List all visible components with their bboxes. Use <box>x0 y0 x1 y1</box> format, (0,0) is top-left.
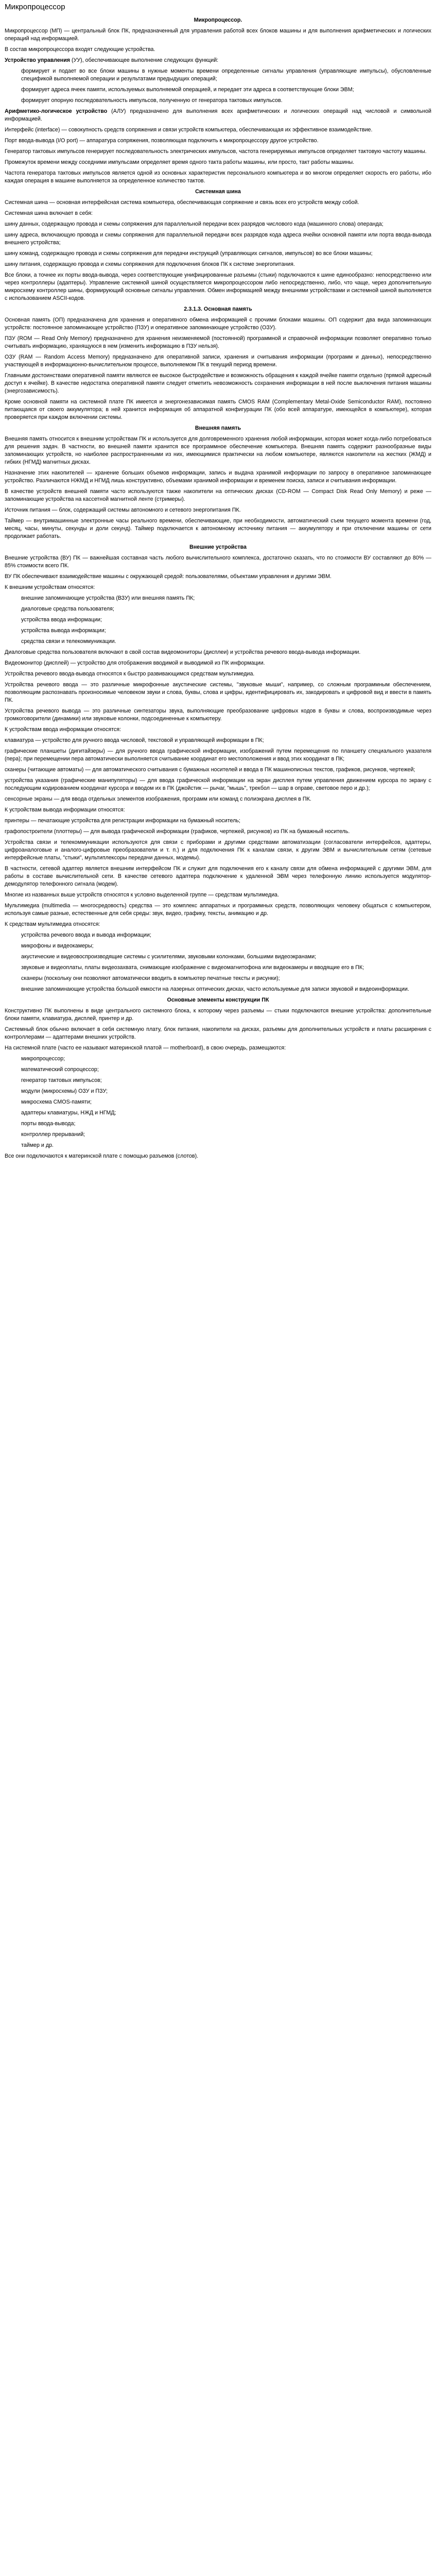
list-item: устройства вывода информации; <box>21 628 106 634</box>
paragraph: Промежуток времени между соседними импульсами определяет время одного такта работы машины, или просто, такт работы машины. <box>5 159 355 165</box>
page-title: Микропроцессор <box>5 3 65 11</box>
paragraph <box>5 57 431 64</box>
paragraph: В частности, сетевой адаптер является внешним интерфейсом ПК и служит для подключения его к каналу связи для обмена информацией с другими ЭВМ, для работы в составе вычислительной сети. В качестве сетевого адаптера подключение к удаленной ЭВМ через телефонную линию используется модулятор-демодулятор телефонного сигнала (модем). <box>5 866 431 887</box>
paragraph-text: (УУ), обеспечивающее выполнение следующих функций: <box>70 57 219 63</box>
paragraph: шину питания, содержащую провода и схемы сопряжения для подключения блоков ПК к системе энергопитания. <box>5 261 295 267</box>
paragraph: Устройства речевого вывода — это различные синтезаторы звука, выполняющие преобразование цифровых кодов в буквы и слова, воспроизводимые через громкоговорители (динамики) или звуковые колонки, подсоединенные к компьютеру. <box>5 708 431 722</box>
paragraph: Микропроцессор (МП) — центральный блок ПК, предназначенный для управления работой всех блоков машины и для выполнения арифметических и логических операций над информацией. <box>5 28 431 42</box>
paragraph: Устройства связи и телекоммуникации используются для связи с приборами и другими средствами автоматизации (согласователи интерфейсов, адаптеры, цифроаналоговые и аналого-цифровые преобразователи и т. п.) и для подключения ПК к каналам связи, к другим ЭВМ и вычислительным сетям (сетевые интерфейсные платы, "стыки", мультиплексоры передачи данных, модемы). <box>5 839 431 861</box>
paragraph: Внешние устройства (ВУ) ПК — важнейшая составная часть любого вычислительного комплекса, достаточно сказать, что по стоимости ВУ составляют до 80% — 85% стоимости всего ПК. <box>5 555 431 569</box>
list-item: диалоговые средства пользователя; <box>21 606 114 612</box>
paragraph: Видеомонитор (дисплей) — устройство для отображения вводимой и выводимой из ПК информации. <box>5 660 265 666</box>
list-item: средства связи и телекоммуникации. <box>21 638 116 645</box>
list-item: порты ввода-вывода; <box>21 1121 76 1127</box>
list-item: устройства ввода информации; <box>21 617 102 623</box>
paragraph: ВУ ПК обеспечивают взаимодействие машины с окружающей средой: пользователями, объектами управления и другими ЭВМ. <box>5 573 332 580</box>
paragraph: Устройства речевого ввода — это различные микрофонные акустические системы, "звуковые мыши", например, со сложным программным обеспечением, позволяющим распознавать произносимые человеком звуки и слова, буквы, слова и цифры, идентифицировать их, закодировать и цифровой вид и ввести в память ПК. <box>5 682 431 703</box>
list-item: сканеры (поскольку они позволяют автоматически вводить в компьютер печатные тексты и рисунки); <box>21 975 280 981</box>
list-item: формирует адреса ячеек памяти, используемых выполняемой операцией, и передает эти адреса в соответствующие блоки ЭВМ; <box>21 87 354 93</box>
paragraph: шину данных, содержащую провода и схемы сопряжения для параллельной передачи всех разрядов числового кода (машинного слова) операнда; <box>5 221 383 227</box>
paragraph: Системная шина — основная интерфейсная система компьютера, обеспечивающая сопряжение и связь всех его устройств между собой. <box>5 199 359 206</box>
paragraph: Интерфейс (interface) — совокупность средств сопряжения и связи устройств компьютера, обеспечивающая их эффективное взаимодействие. <box>5 127 373 133</box>
list-item: адаптеры клавиатуры, НЖД и НГМД; <box>21 1110 116 1116</box>
paragraph: графические планшеты (дигитайзеры) — для ручного ввода графической информации, изображений путем перемещения по планшету специального указателя (пера); при перемещении пера автоматически выполняется считывание координат его местоположения и ввод этих координат в ПК; <box>5 748 431 762</box>
section-heading: Основные элементы конструкции ПК <box>167 997 269 1003</box>
paragraph: Основная память (ОП) предназначена для хранения и оперативного обмена информацией с прочими блоками машины. ОП содержит два вида запоминающих устройств: постоянное запоминающее устройство (ПЗУ) и оперативное запоминающее устройство (ОЗУ). <box>5 317 431 331</box>
list-item: модули (микросхемы) ОЗУ и ПЗУ; <box>21 1088 108 1094</box>
paragraph: графопостроители (плоттеры) — для вывода графической информации (графиков, чертежей, рисунков) из ПК на бумажный носитель. <box>5 828 350 835</box>
paragraph: сенсорные экраны — для ввода отдельных элементов изображения, программ или команд с полиэкрана дисплея в ПК. <box>5 796 311 802</box>
term: Арифметико-логическое устройство <box>5 108 108 114</box>
list-item: контроллер прерываний; <box>21 1131 85 1138</box>
paragraph: шину адреса, включающую провода и схемы сопряжения для параллельной передачи всех разрядов кода адреса ячейки основной памяти или порта ввода-вывода внешнего устройства; <box>5 232 431 246</box>
list-item: генератор тактовых импульсов; <box>21 1077 102 1083</box>
paragraph: Все блоки, а точнее их порты ввода-вывода, через соответствующие унифицированные разъемы (стыки) подключаются к шине единообразно: непосредственно или через контроллеры (адаптеры). Управление системной шиной осуществляется микропроцессором либо непосредственно, либо, что чаще, через дополнительную микросхему контроллер шины, формирующий основные сигналы управления. Обмен информацией между внешними устройствами и системной шиной выполняется с использованием ASCII-кодов. <box>5 272 431 301</box>
document-body <box>5 16 431 1160</box>
paragraph: ПЗУ (ROM — Read Only Memory) предназначено для хранения неизменяемой (постоянной) программной и справочной информации позволяет оперативно только считывать информацию, хранящуюся в нем (изменить информацию в ПЗУ нельзя). <box>5 335 431 349</box>
paragraph: Частота генератора тактовых импульсов является одной из основных характеристик персонального компьютера и во многом определяет скорость его работы, ибо каждая операция в машине выполняется за определенное количество тактов. <box>5 170 431 184</box>
paragraph: К внешним устройствам относятся: <box>5 584 95 590</box>
paragraph: сканеры (читающие автоматы) — для автоматического считывания с бумажных носителей и ввода в ПК машинописных текстов, графиков, рисунков, чертежей; <box>5 767 415 773</box>
list-item: акустические и видеовоспроизводящие системы с усилителями, звуковыми колонками, большими видеоэкранами; <box>21 954 317 960</box>
section-heading: Внешние устройства <box>189 544 247 550</box>
list-item: микропроцессор; <box>21 1056 65 1062</box>
list-item: звуковые и видеоплаты, платы видеозахвата, снимающие изображение с видеомагнитофона или видеокамеры и вводящие его в ПК; <box>21 964 364 971</box>
paragraph: Мультимедиа (multimedia — многосредовость) средства — это комплекс аппаратных и программных средств, позволяющих человеку общаться с компьютером, используя самые разные, естественные для себя среды: звук, видео, графику, тексты, анимацию и др. <box>5 903 431 917</box>
paragraph <box>5 108 431 123</box>
paragraph: Все они подключаются к материнской плате с помощью разъемов (слотов). <box>5 1153 199 1159</box>
paragraph: В состав микропроцессора входят следующие устройства. <box>5 46 155 53</box>
list-item: формирует опорную последовательность импульсов, полученную от генератора тактовых импульсов. <box>21 97 283 104</box>
list-item: микросхема CMOS-памяти; <box>21 1099 92 1105</box>
paragraph: Внешняя память относится к внешним устройствам ПК и используется для долговременного хранения любой информации, которая может когда-либо потребоваться для решения задач. В частности, во внешней памяти хранится все программное обеспечение компьютера. Внешняя память содержит разнообразные виды запоминающих устройств, но наиболее распространенными из них, имеющимися практически на любом компьютере, являются накопители на жестких (ЖМД) и гибких (НГМД) магнитных дисках. <box>5 436 431 465</box>
list-item: формирует и подает во все блоки машины в нужные моменты времени определенные сигналы управления (управляющие импульсы), обусловленные спецификой выполняемой операции и результатами предыдущих операций; <box>21 68 431 82</box>
list-item: математический сопроцессор; <box>21 1066 99 1073</box>
paragraph: К средствам мультимедиа относятся: <box>5 921 100 927</box>
paragraph: устройства указания (графические манипуляторы) — для ввода графической информации на экран дисплея путем управления движением курсора по экрану с последующим кодированием координат курсора и вводом их в ПК (джойстик — рычаг, "мышь", трекбол — шар в оправе, световое перо и др.); <box>5 777 431 791</box>
list-item: микрофоны и видеокамеры; <box>21 943 94 949</box>
term: Устройство управления <box>5 57 71 63</box>
paragraph: ОЗУ (RAM — Random Access Memory) предназначено для оперативной записи, хранения и считывания информации (программ и данных), непосредственно участвующей в информационно-вычислительном процессе, выполняемом ПК в текущий период времени. <box>5 354 431 368</box>
paragraph: шину команд, содержащую провода и схемы сопряжения для передачи инструкций (управляющих сигналов, импульсов) во все блоки машины; <box>5 250 373 257</box>
list-item: устройства речевого ввода и вывода информации; <box>21 932 151 938</box>
paragraph: Системная шина включает в себя: <box>5 210 93 216</box>
paragraph: Устройства речевого ввода-вывода относятся к быстро развивающимся средствам мультимедиа. <box>5 671 255 677</box>
paragraph: Таймер — внутримашинные электронные часы реального времени, обеспечивающие, при необходимости, автоматический съем текущего момента времени (год, месяц, часы, минуты, секунды и доли секунд). Таймер подключается к автономному источнику питания — аккумулятору и при отключении машины от сети продолжает работать. <box>5 518 431 539</box>
section-heading: Внешняя память <box>195 425 241 431</box>
paragraph: Назначение этих накопителей — хранение больших объемов информации, запись и выдача хранимой информации по запросу в оперативное запоминающее устройство. Различаются НЖМД и НГМД лишь конструктивно, объемами хранимой информации и временем поиска, записи и считывания информации. <box>5 470 431 484</box>
section-heading: Системная шина <box>195 189 241 195</box>
list-item: внешние запоминающие устройства (ВЗУ) или внешняя память ПК; <box>21 595 195 601</box>
paragraph: Генератор тактовых импульсов генерирует последовательность электрических импульсов, частота генерируемых импульсов определяет тактовую частоту машины. <box>5 148 427 155</box>
paragraph: В качестве устройств внешней памяти часто используются также накопители на оптических дисках (CD-ROM — Compact Disk Read Only Memory) и реже — запоминающие устройства на кассетной магнитной ленте (стримеры). <box>5 488 431 502</box>
paragraph: Многие из названных выше устройств относятся к условно выделенной группе — средствам мультимедиа. <box>5 892 279 898</box>
paragraph: К устройствам вывода информации относятся: <box>5 807 125 813</box>
paragraph: Кроме основной памяти на системной плате ПК имеется и энергонезависимая память CMOS RAM (Complementary Metal-Oxide Semiconductor RAM), постоянно питающаяся от своего аккумулятора; в ней хранится информация об аппаратной конфигурации ПК (обо всей аппаратуре, имеющейся в компьютере), которая проверяется при каждом включении системы. <box>5 399 431 420</box>
paragraph-text: (АЛУ) предназначено для выполнения всех арифметических и логических операций над числовой и символьной информацией. <box>5 108 431 122</box>
section-heading: 2.3.1.3. Основная память <box>184 306 252 312</box>
paragraph: Главными достоинствами оперативной памяти являются ее высокое быстродействие и возможность обращения к каждой ячейке памяти отдельно (прямой адресный доступ к ячейке). В качестве недостатка оперативной памяти следует отметить невозможность сохранения информации в ней после выключения питания машины (энергозависимость). <box>5 372 431 394</box>
paragraph: К устройствам ввода информации относятся: <box>5 726 121 733</box>
paragraph: На системной плате (часто ее называют материнской платой — motherboard), в свою очередь, размещаются: <box>5 1045 286 1051</box>
paragraph: Диалоговые средства пользователя включают в свой состав видеомониторы (дисплеи) и устройства речевого ввода-вывода информации. <box>5 649 361 655</box>
paragraph: Порт ввода-вывода (I/O port) — аппаратура сопряжения, позволяющая подключить к микропроцессору другое устройство. <box>5 138 319 144</box>
list-item: таймер и др. <box>21 1142 54 1148</box>
list-item: внешние запоминающие устройства большой емкости на лазерных оптических дисках, часто используемые для записи звуковой и видеоинформации. <box>21 986 409 992</box>
paragraph: Системный блок обычно включает в себя системную плату, блок питания, накопители на дисках, разъемы для дополнительных устройств и платы расширения с контроллерами — адаптерами внешних устройств. <box>5 1026 431 1040</box>
section-heading: Микропроцессор. <box>194 17 242 23</box>
paragraph: принтеры — печатающие устройства для регистрации информации на бумажный носитель; <box>5 818 240 824</box>
paragraph: Источник питания — блок, содержащий системы автономного и сетевого энергопитания ПК. <box>5 507 241 513</box>
paragraph: Конструктивно ПК выполнены в виде центрального системного блока, к которому через разъемы — стыки подключаются внешние устройства: дополнительные блоки памяти, клавиатура, дисплей, принтер и др. <box>5 1008 431 1022</box>
paragraph: клавиатура — устройство для ручного ввода числовой, текстовой и управляющей информации в ПК; <box>5 737 264 743</box>
